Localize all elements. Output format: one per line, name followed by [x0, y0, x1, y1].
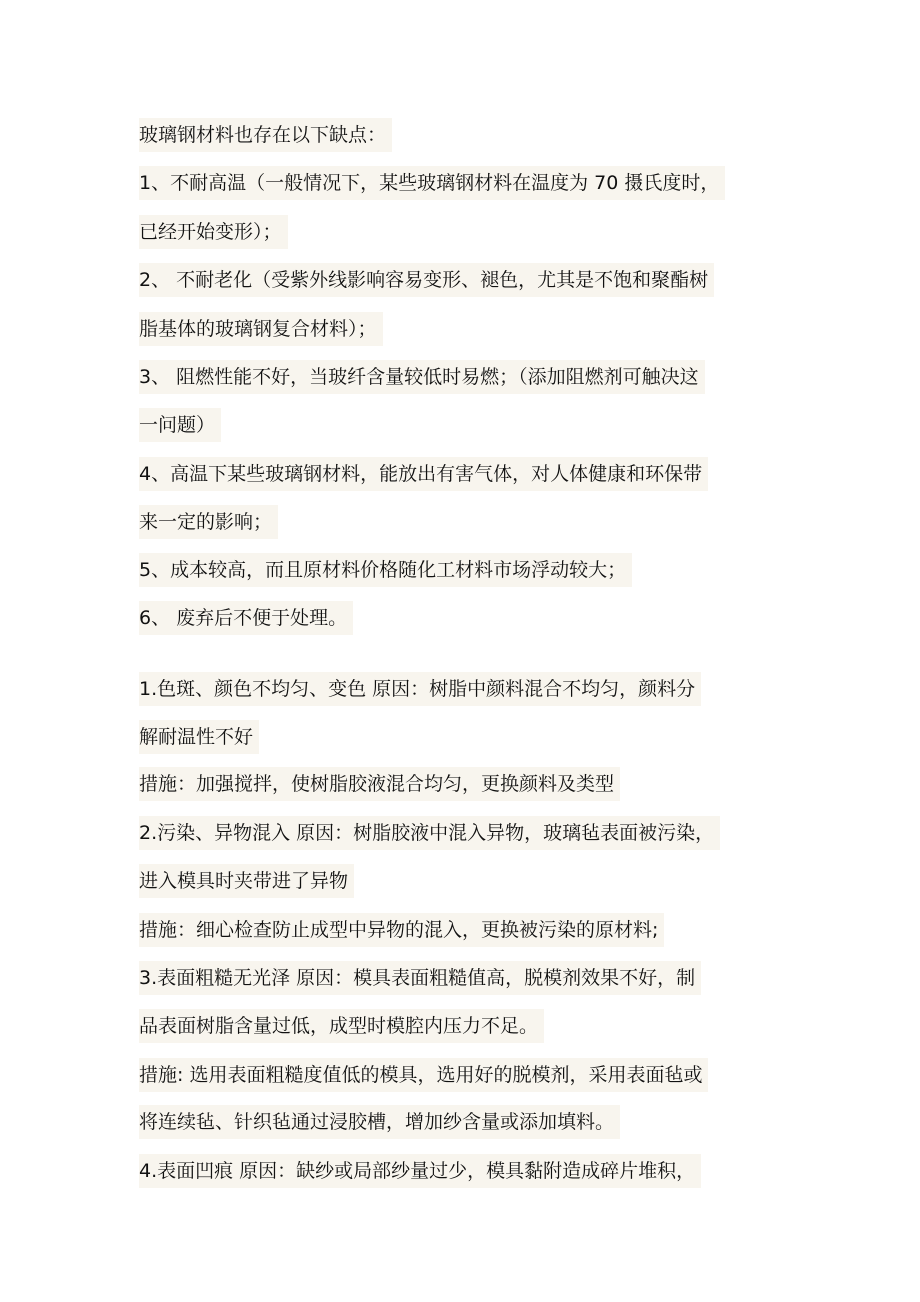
text-line: 进入模具时夹带进了异物	[139, 864, 354, 898]
text-line: 来一定的影响；	[139, 505, 278, 539]
text-line: 将连续毡、针织毡通过浸胶槽，增加纱含量或添加填料。	[139, 1105, 620, 1139]
text-line: 品表面树脂含量过低，成型时模腔内压力不足。	[139, 1009, 544, 1043]
text-line: 玻璃钢材料也存在以下缺点：	[139, 118, 392, 152]
text-line: 3、 阻燃性能不好，当玻纤含量较低时易燃；（添加阻燃剂可触决这	[139, 360, 705, 394]
text-line: 2.污染、异物混入 原因：树脂胶液中混入异物，玻璃毡表面被污染，	[139, 816, 720, 850]
text-line: 4、高温下某些玻璃钢材料，能放出有害气体，对人体健康和环保带	[139, 457, 708, 491]
text-line: 1、不耐高温（一般情况下，某些玻璃钢材料在温度为 70 摄氏度时，	[139, 166, 725, 200]
text-line: 解耐温性不好	[139, 720, 259, 754]
text-line: 措施: 选用表面粗糙度值低的模具，选用好的脱模剂，采用表面毡或	[139, 1058, 708, 1092]
text-line: 4.表面凹痕 原因：缺纱或局部纱量过少，模具黏附造成碎片堆积，	[139, 1154, 701, 1188]
text-line: 2、 不耐老化（受紫外线影响容易变形、褪色，尤其是不饱和聚酯树	[139, 263, 714, 297]
text-line: 已经开始变形）；	[139, 215, 288, 249]
text-line: 脂基体的玻璃钢复合材料）；	[139, 312, 383, 346]
text-line: 措施：细心检查防止成型中异物的混入，更换被污染的原材料;	[139, 913, 664, 947]
text-line: 6、 废弃后不便于处理。	[139, 601, 353, 635]
text-line: 措施：加强搅拌，使树脂胶液混合均匀，更换颜料及类型	[139, 767, 620, 801]
text-line: 3.表面粗糙无光泽 原因：模具表面粗糙值高，脱模剂效果不好，制	[139, 961, 701, 995]
text-line: 1.色斑、颜色不均匀、变色 原因：树脂中颜料混合不均匀，颜料分	[139, 672, 701, 706]
text-line: 5、成本较高，而且原材料价格随化工材料市场浮动较大；	[139, 553, 632, 587]
text-line: 一问题）	[139, 408, 221, 442]
